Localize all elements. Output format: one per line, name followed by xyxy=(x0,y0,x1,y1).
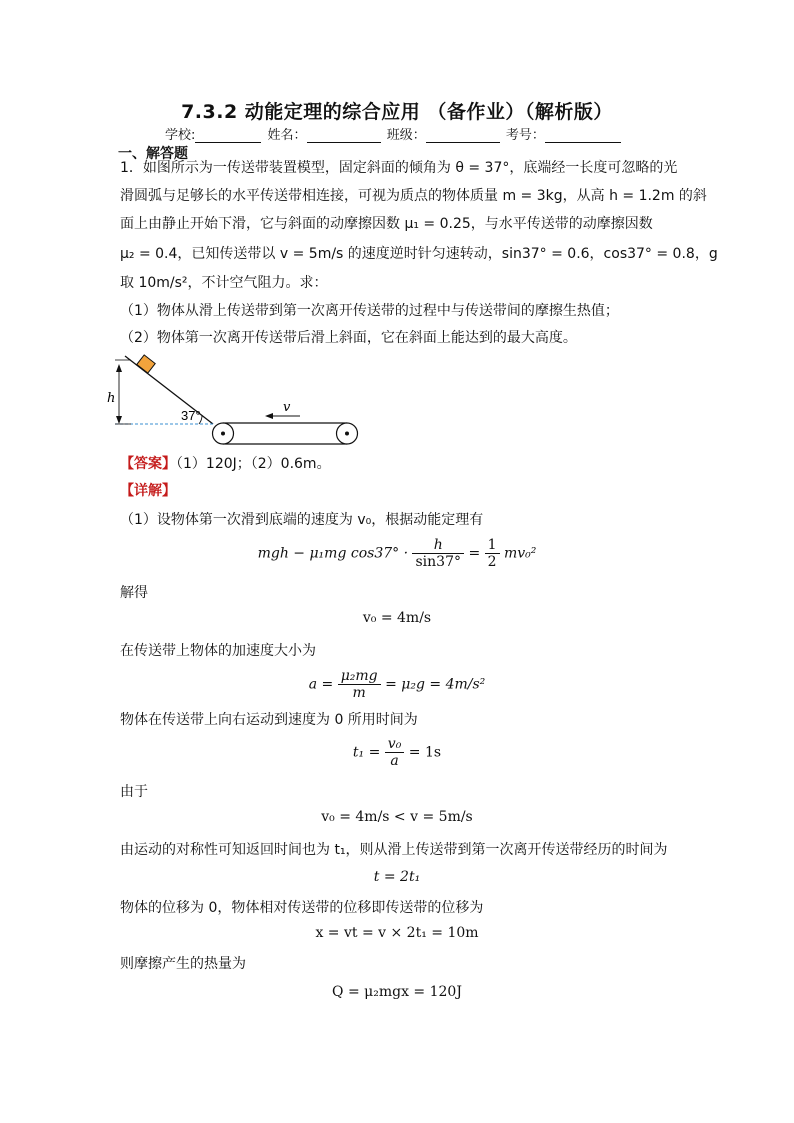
angle-label: 37° xyxy=(181,408,201,423)
answer-tag: 【答案】 xyxy=(120,456,176,472)
eq1-equals: = xyxy=(468,545,481,562)
class-label: 班级： xyxy=(386,128,426,143)
solution-line-6: 由运动的对称性可知返回时间也为 t₁，则从滑上传送带到第一次离开传送带经历的时间为 xyxy=(120,842,668,858)
right-pulley-axle xyxy=(345,432,349,436)
problem-line-2: 滑圆弧与足够长的水平传送带相连接，可视为质点的物体质量 m = 3kg，从高 h = 1.2m 的斜 xyxy=(120,188,707,204)
question-1: （1）物体从滑上传送带到第一次离开传送带的过程中与传送带间的摩擦生热值； xyxy=(120,303,619,319)
name-blank[interactable] xyxy=(307,128,381,143)
exam-no-blank[interactable] xyxy=(545,128,621,143)
school-label: 学校: xyxy=(165,128,196,143)
eq3-fraction: $\frac{\text{μ₂mg}}{m}$ xyxy=(338,668,381,701)
block xyxy=(137,355,155,373)
exam-no-label: 考号： xyxy=(505,128,545,143)
answer-line xyxy=(120,454,331,474)
name-label: 姓名： xyxy=(267,128,307,143)
equation-4: t₁ = $\frac{\text{v₀}}{a}$ = 1s xyxy=(352,736,442,769)
section-heading: 一、解答题 xyxy=(118,146,188,162)
eq4-fraction: $\frac{\text{v₀}}{a}$ xyxy=(385,736,405,769)
eq1-right: mv₀² xyxy=(504,545,537,562)
detail-tag: 【详解】 xyxy=(120,483,176,499)
school-blank[interactable] xyxy=(195,128,261,143)
equation-2: v₀ = 4m/s xyxy=(362,610,432,626)
eq1-half: $\frac{1}{2}$ xyxy=(485,537,500,570)
solution-line-8: 则摩擦产生的热量为 xyxy=(120,956,246,972)
equation-7: x = vt = v × 2t₁ = 10m xyxy=(315,925,479,941)
eq1-left: mgh − μ₁mg cos37° · xyxy=(257,545,409,562)
class-blank[interactable] xyxy=(426,128,500,143)
equation-6: t = 2t₁ xyxy=(373,869,421,885)
equation-8: Q = μ₂mgx = 120J xyxy=(332,984,462,1000)
conveyor-figure xyxy=(107,350,365,450)
solution-line-4: 物体在传送带上向右运动到速度为 0 所用时间为 xyxy=(120,712,418,728)
height-arrow-head-up xyxy=(116,364,122,372)
eq1-fraction: $\frac{h}{\sin 37^\circ}$ xyxy=(412,537,464,570)
left-pulley-axle xyxy=(221,432,225,436)
problem-line-1: 1．如图所示为一传送带装置模型，固定斜面的倾角为 θ = 37°，底端经一长度可忽略的光 xyxy=(120,160,678,176)
solution-line-3: 在传送带上物体的加速度大小为 xyxy=(120,643,316,659)
page-title: 7.3.2 动能定理的综合应用 （备作业）（解析版） xyxy=(181,101,613,123)
solution-line-1: （1）设物体第一次滑到底端的速度为 v₀，根据动能定理有 xyxy=(120,512,484,528)
problem-line-5: 取 10m/s²，不计空气阻力。求： xyxy=(120,275,328,291)
answer-text: （1）120J；（2）0.6m。 xyxy=(176,456,331,472)
velocity-arrow-head xyxy=(265,413,273,419)
equation-5: v₀ = 4m/s < v = 5m/s xyxy=(321,809,473,825)
solution-line-5: 由于 xyxy=(120,784,148,800)
solution-line-7: 物体的位移为 0，物体相对传送带的位移即传送带的位移为 xyxy=(120,900,484,916)
equation-1 xyxy=(0,537,794,570)
solution-line-2: 解得 xyxy=(120,585,148,601)
height-label: h xyxy=(107,391,116,406)
problem-line-3: 面上由静止开始下滑，它与斜面的动摩擦因数 μ₁ = 0.25，与水平传送带的动摩擦因数 xyxy=(120,216,653,232)
question-2: （2）物体第一次离开传送带后滑上斜面，它在斜面上能达到的最大高度。 xyxy=(120,330,577,346)
equation-3: a = $\frac{\text{μ₂mg}}{m}$ = μ₂g = 4m/s² xyxy=(308,668,486,701)
student-info xyxy=(165,124,623,143)
velocity-label: v xyxy=(283,400,291,415)
problem-line-4: μ₂ = 0.4，已知传送带以 v = 5m/s 的速度逆时针匀速转动，sin37° = 0.6，cos37° = 0.8，g xyxy=(120,246,718,262)
height-arrow-head-down xyxy=(116,416,122,424)
